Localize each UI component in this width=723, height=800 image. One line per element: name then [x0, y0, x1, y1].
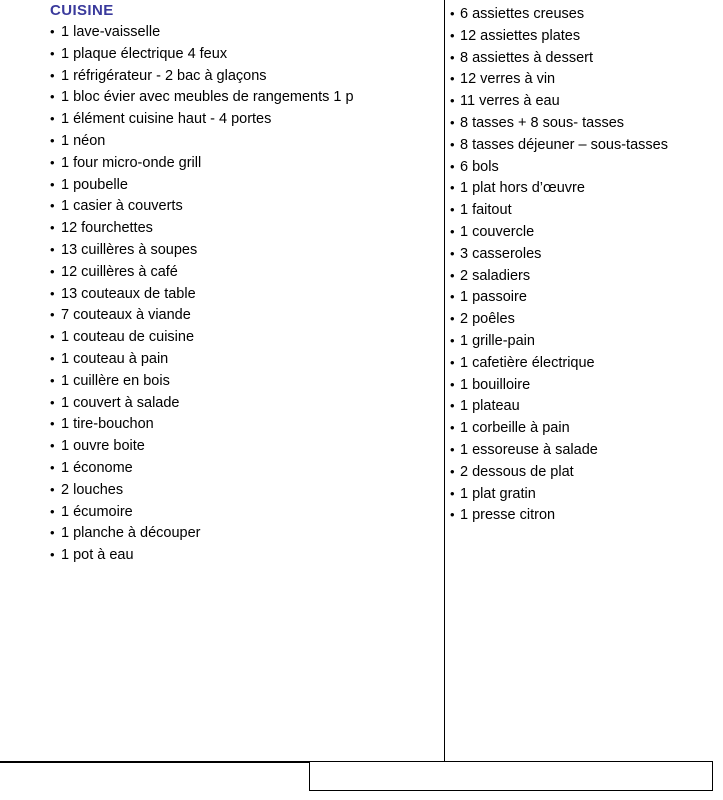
list-item-label: 1 lave-vaisselle: [61, 24, 161, 40]
list-item: [450, 222, 715, 244]
list-item-label: 1 plat gratin: [460, 485, 536, 502]
list-item: [50, 436, 440, 458]
bullet-icon: •: [450, 223, 455, 239]
bullet-icon: •: [450, 332, 455, 348]
list-item: [50, 414, 440, 436]
list-item-label: 6 assiettes creuses: [460, 6, 585, 22]
list-item-label: 1 couvercle: [460, 223, 535, 240]
list-item-label: 1 four micro-onde grill: [61, 154, 202, 171]
bullet-icon: •: [450, 6, 455, 21]
bullet-icon: •: [450, 463, 455, 479]
list-item: [50, 175, 440, 197]
list-item: [50, 196, 440, 218]
list-item-label: 1 plaque électrique 4 feux: [61, 45, 228, 62]
bullet-icon: •: [450, 136, 455, 152]
bullet-icon: •: [450, 311, 455, 327]
list-item: [50, 393, 440, 415]
list-item-label: 2 poêles: [460, 311, 515, 328]
list-item: [50, 131, 440, 153]
list-item-label: 1 économe: [61, 459, 133, 476]
bullet-icon: •: [450, 289, 455, 305]
bullet-icon: •: [50, 176, 55, 192]
list-item-label: 1 pot à eau: [61, 547, 134, 564]
bullet-icon: •: [50, 67, 55, 83]
bullet-icon: •: [50, 525, 55, 541]
bullet-icon: •: [50, 503, 55, 519]
bullet-icon: •: [50, 45, 55, 61]
list-item-label: 12 cuillères à café: [61, 263, 178, 280]
list-item-label: 1 passoire: [460, 289, 527, 306]
list-item: [450, 48, 715, 70]
list-item-label: 13 couteaux de table: [61, 285, 196, 302]
list-item: [50, 284, 440, 306]
list-item-label: 1 couvert à salade: [61, 394, 180, 411]
list-item-label: 1 tire-bouchon: [61, 416, 154, 433]
list-item-label: 12 assiettes plates: [460, 27, 581, 44]
bullet-icon: •: [450, 267, 455, 283]
list-item-label: 6 bols: [460, 158, 499, 175]
column-divider: [444, 0, 445, 762]
bullet-icon: •: [450, 376, 455, 392]
list-item-label: 2 louches: [61, 481, 124, 498]
list-item-label: 1 casier à couverts: [61, 198, 183, 215]
bullet-icon: •: [50, 132, 55, 148]
bullet-icon: •: [450, 93, 455, 109]
list-item-label: 1 cafetière électrique: [460, 354, 595, 371]
bullet-icon: •: [50, 89, 55, 105]
list-item: [450, 200, 715, 222]
list-item: [450, 484, 715, 506]
list-item: [50, 218, 440, 240]
list-item-label: 1 bouilloire: [460, 376, 531, 393]
bullet-icon: •: [50, 154, 55, 170]
list-item: [450, 178, 715, 200]
list-item-label: 12 verres à vin: [460, 71, 556, 88]
bullet-icon: •: [50, 24, 55, 39]
list-item: [50, 371, 440, 393]
list-item-label: 3 casseroles: [460, 245, 542, 262]
bottom-rule: [0, 761, 310, 763]
list-item-label: 1 plateau: [460, 398, 520, 415]
bottom-empty-box: [309, 761, 713, 791]
bullet-icon: •: [450, 27, 455, 43]
list-item-label: 7 couteaux à viande: [61, 307, 191, 324]
list-item: [450, 91, 715, 113]
list-item-label: 11 verres à eau: [460, 93, 560, 110]
list-item-label: 1 écumoire: [61, 503, 133, 520]
bullet-icon: •: [50, 547, 55, 563]
bullet-icon: •: [50, 329, 55, 345]
bullet-icon: •: [450, 441, 455, 457]
list-item: [450, 113, 715, 135]
bullet-icon: •: [50, 241, 55, 257]
list-item-label: 1 néon: [61, 132, 106, 149]
list-item: [450, 309, 715, 331]
list-item-label: 1 ouvre boite: [61, 438, 145, 455]
left-inventory-list: [50, 22, 440, 567]
bullet-icon: •: [50, 285, 55, 301]
bullet-icon: •: [50, 220, 55, 236]
list-item-label: 1 grille-pain: [460, 332, 535, 349]
left-column: [50, 0, 440, 567]
list-item-label: 2 dessous de plat: [460, 463, 574, 480]
bullet-icon: •: [50, 372, 55, 388]
list-item: [50, 240, 440, 262]
list-item-label: 1 cuillère en bois: [61, 372, 170, 389]
list-item-label: 1 réfrigérateur - 2 bac à glaçons: [61, 67, 267, 84]
list-item-label: 8 assiettes à dessert: [460, 49, 593, 66]
list-item: [450, 418, 715, 440]
bullet-icon: •: [50, 198, 55, 214]
list-item: [450, 266, 715, 288]
list-item: [450, 440, 715, 462]
list-item: [450, 26, 715, 48]
list-item-label: 8 tasses déjeuner – sous-tasses: [460, 136, 668, 153]
list-item: [450, 287, 715, 309]
list-item: [450, 244, 715, 266]
bullet-icon: •: [450, 202, 455, 218]
bullet-icon: •: [450, 158, 455, 174]
list-item: [50, 523, 440, 545]
bullet-icon: •: [50, 459, 55, 475]
list-item-label: 1 plat hors d’œuvre: [460, 180, 585, 197]
list-item: [450, 135, 715, 157]
list-item: [50, 458, 440, 480]
list-item: [450, 375, 715, 397]
list-item: [50, 305, 440, 327]
bullet-icon: •: [450, 420, 455, 436]
bullet-icon: •: [50, 263, 55, 279]
list-item-label: 8 tasses + 8 sous- tasses: [460, 114, 625, 131]
page-title: CUISINE: [50, 2, 114, 19]
list-item-label: 1 corbeille à pain: [460, 420, 570, 437]
list-item-label: 1 presse citron: [460, 507, 556, 524]
bullet-icon: •: [450, 507, 455, 523]
right-inventory-list: [450, 4, 715, 527]
bullet-icon: •: [50, 350, 55, 366]
list-item: [450, 353, 715, 375]
list-item-label: 1 faitout: [460, 202, 512, 219]
list-item: [50, 153, 440, 175]
list-item: [450, 462, 715, 484]
list-item-label: 1 poubelle: [61, 176, 128, 193]
list-item: [50, 502, 440, 524]
bullet-icon: •: [450, 398, 455, 414]
bullet-icon: •: [50, 111, 55, 127]
list-item-label: 1 planche à découper: [61, 525, 201, 542]
bullet-icon: •: [450, 354, 455, 370]
bullet-icon: •: [450, 485, 455, 501]
list-item: [450, 4, 715, 26]
list-item: [50, 87, 440, 109]
bullet-icon: •: [50, 481, 55, 497]
list-item: [50, 22, 440, 44]
right-column: [450, 0, 715, 527]
list-item-label: 1 bloc évier avec meubles de rangements 1 p: [61, 89, 354, 106]
list-item: [50, 44, 440, 66]
bullet-icon: •: [450, 71, 455, 87]
list-item: [50, 480, 440, 502]
bullet-icon: •: [50, 438, 55, 454]
list-item: [450, 69, 715, 91]
bullet-icon: •: [450, 180, 455, 196]
list-item: [50, 66, 440, 88]
list-item-label: 1 essoreuse à salade: [460, 441, 598, 458]
list-item: [450, 396, 715, 418]
list-item: [450, 331, 715, 353]
list-item: [50, 109, 440, 131]
list-item-label: 1 élément cuisine haut - 4 portes: [61, 111, 272, 128]
bullet-icon: •: [450, 245, 455, 261]
list-item: [450, 157, 715, 179]
bullet-icon: •: [50, 394, 55, 410]
list-item-label: 2 saladiers: [460, 267, 531, 284]
bullet-icon: •: [50, 307, 55, 323]
list-item: [450, 505, 715, 527]
list-item-label: 12 fourchettes: [61, 220, 153, 237]
list-item: [50, 262, 440, 284]
list-item: [50, 349, 440, 371]
list-item-label: 13 cuillères à soupes: [61, 241, 198, 258]
list-item: [50, 545, 440, 567]
bullet-icon: •: [450, 49, 455, 65]
list-item-label: 1 couteau à pain: [61, 350, 169, 367]
bullet-icon: •: [450, 114, 455, 130]
list-item: [50, 327, 440, 349]
bullet-icon: •: [50, 416, 55, 432]
list-item-label: 1 couteau de cuisine: [61, 329, 195, 346]
